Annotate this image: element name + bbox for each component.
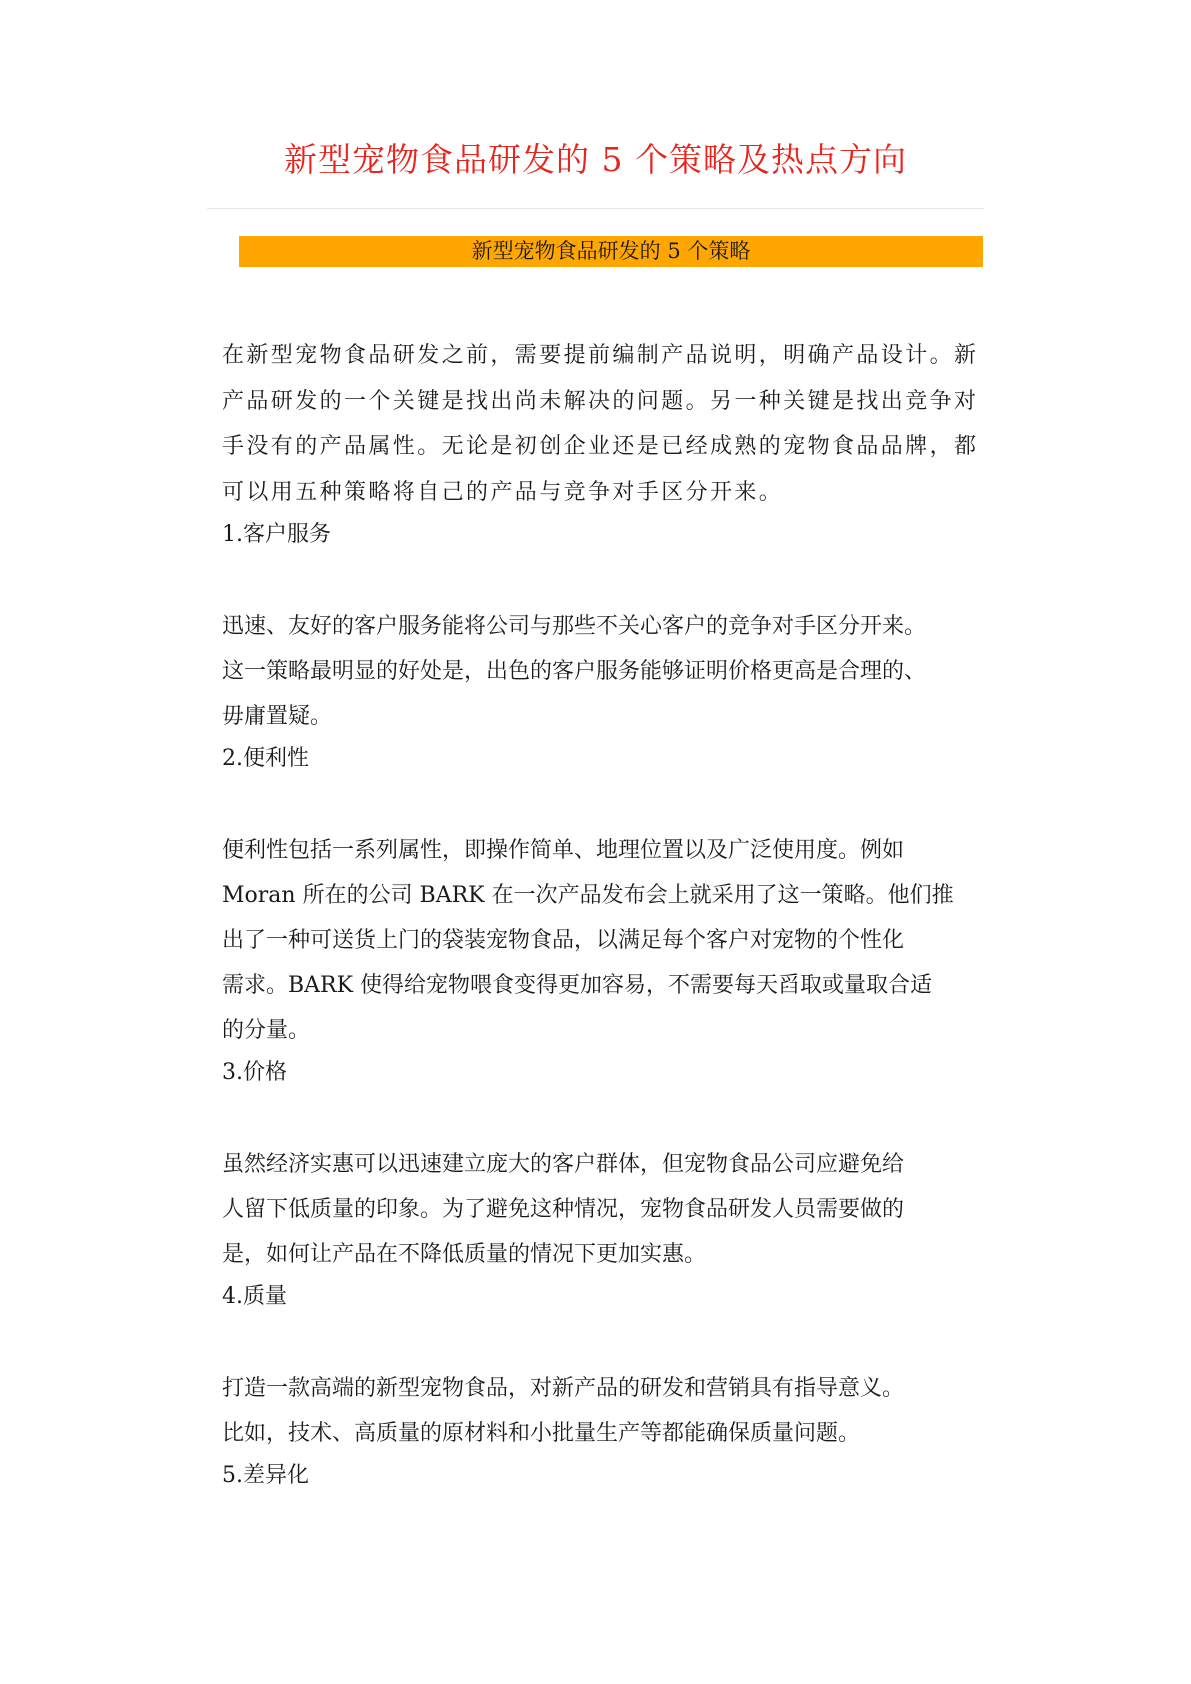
paragraph-line: 虽然经济实惠可以迅速建立庞大的客户群体，但宠物食品公司应避免给: [222, 1152, 905, 1177]
intro-line: 在新型宠物食品研发之前，需要提前编制产品说明，明确产品设计。新: [222, 343, 979, 368]
document-title: 新型宠物食品研发的 5 个策略及热点方向: [284, 140, 907, 179]
paragraph-line: 便利性包括一系列属性，即操作简单、地理位置以及广泛使用度。例如: [222, 838, 905, 863]
paragraph-line: 的分量。: [222, 1018, 311, 1043]
paragraph-line: 人留下低质量的印象。为了避免这种情况，宠物食品研发人员需要做的: [222, 1197, 905, 1222]
section-heading-customer-service: 1.客户服务: [222, 522, 331, 547]
paragraph-line: 需求。BARK 使得给宠物喂食变得更加容易，不需要每天舀取或量取合适: [222, 973, 933, 998]
paragraph-line: Moran 所在的公司 BARK 在一次产品发布会上就采用了这一策略。他们推: [222, 883, 954, 908]
paragraph-line: 是，如何让产品在不降低质量的情况下更加实惠。: [222, 1242, 707, 1267]
paragraph-line: 比如，技术、高质量的原材料和小批量生产等都能确保质量问题。: [222, 1421, 861, 1446]
section-heading-price: 3.价格: [222, 1060, 287, 1085]
paragraph-line: 迅速、友好的客户服务能将公司与那些不关心客户的竞争对手区分开来。: [222, 614, 927, 639]
intro-line: 可以用五种策略将自己的产品与竞争对手区分开来。: [222, 479, 784, 505]
title-divider: [207, 208, 984, 209]
section-paragraph-customer-service: [222, 604, 1032, 739]
section-paragraph-price: [222, 1142, 1032, 1277]
section-heading-quality: 4.质量: [222, 1284, 287, 1309]
intro-paragraph: [222, 333, 1032, 515]
paragraph-line: 打造一款高端的新型宠物食品，对新产品的研发和营销具有指导意义。: [222, 1376, 905, 1401]
intro-line: 产品研发的一个关键是找出尚未解决的问题。另一种关键是找出竞争对: [222, 388, 979, 414]
section-heading-convenience: 2.便利性: [222, 746, 309, 771]
paragraph-line: 毋庸置疑。: [222, 704, 333, 729]
section-heading-differentiation: 5.差异化: [222, 1463, 309, 1488]
section-paragraph-convenience: [222, 828, 1032, 1053]
section-paragraph-quality: [222, 1366, 1032, 1456]
paragraph-line: 出了一种可送货上门的袋装宠物食品，以满足每个客户对宠物的个性化: [222, 928, 905, 953]
intro-line: 手没有的产品属性。无论是初创企业还是已经成熟的宠物食品品牌，都: [222, 434, 979, 459]
paragraph-line: 这一策略最明显的好处是，出色的客户服务能够证明价格更高是合理的、: [222, 659, 927, 684]
section-banner: 新型宠物食品研发的 5 个策略: [239, 236, 983, 267]
